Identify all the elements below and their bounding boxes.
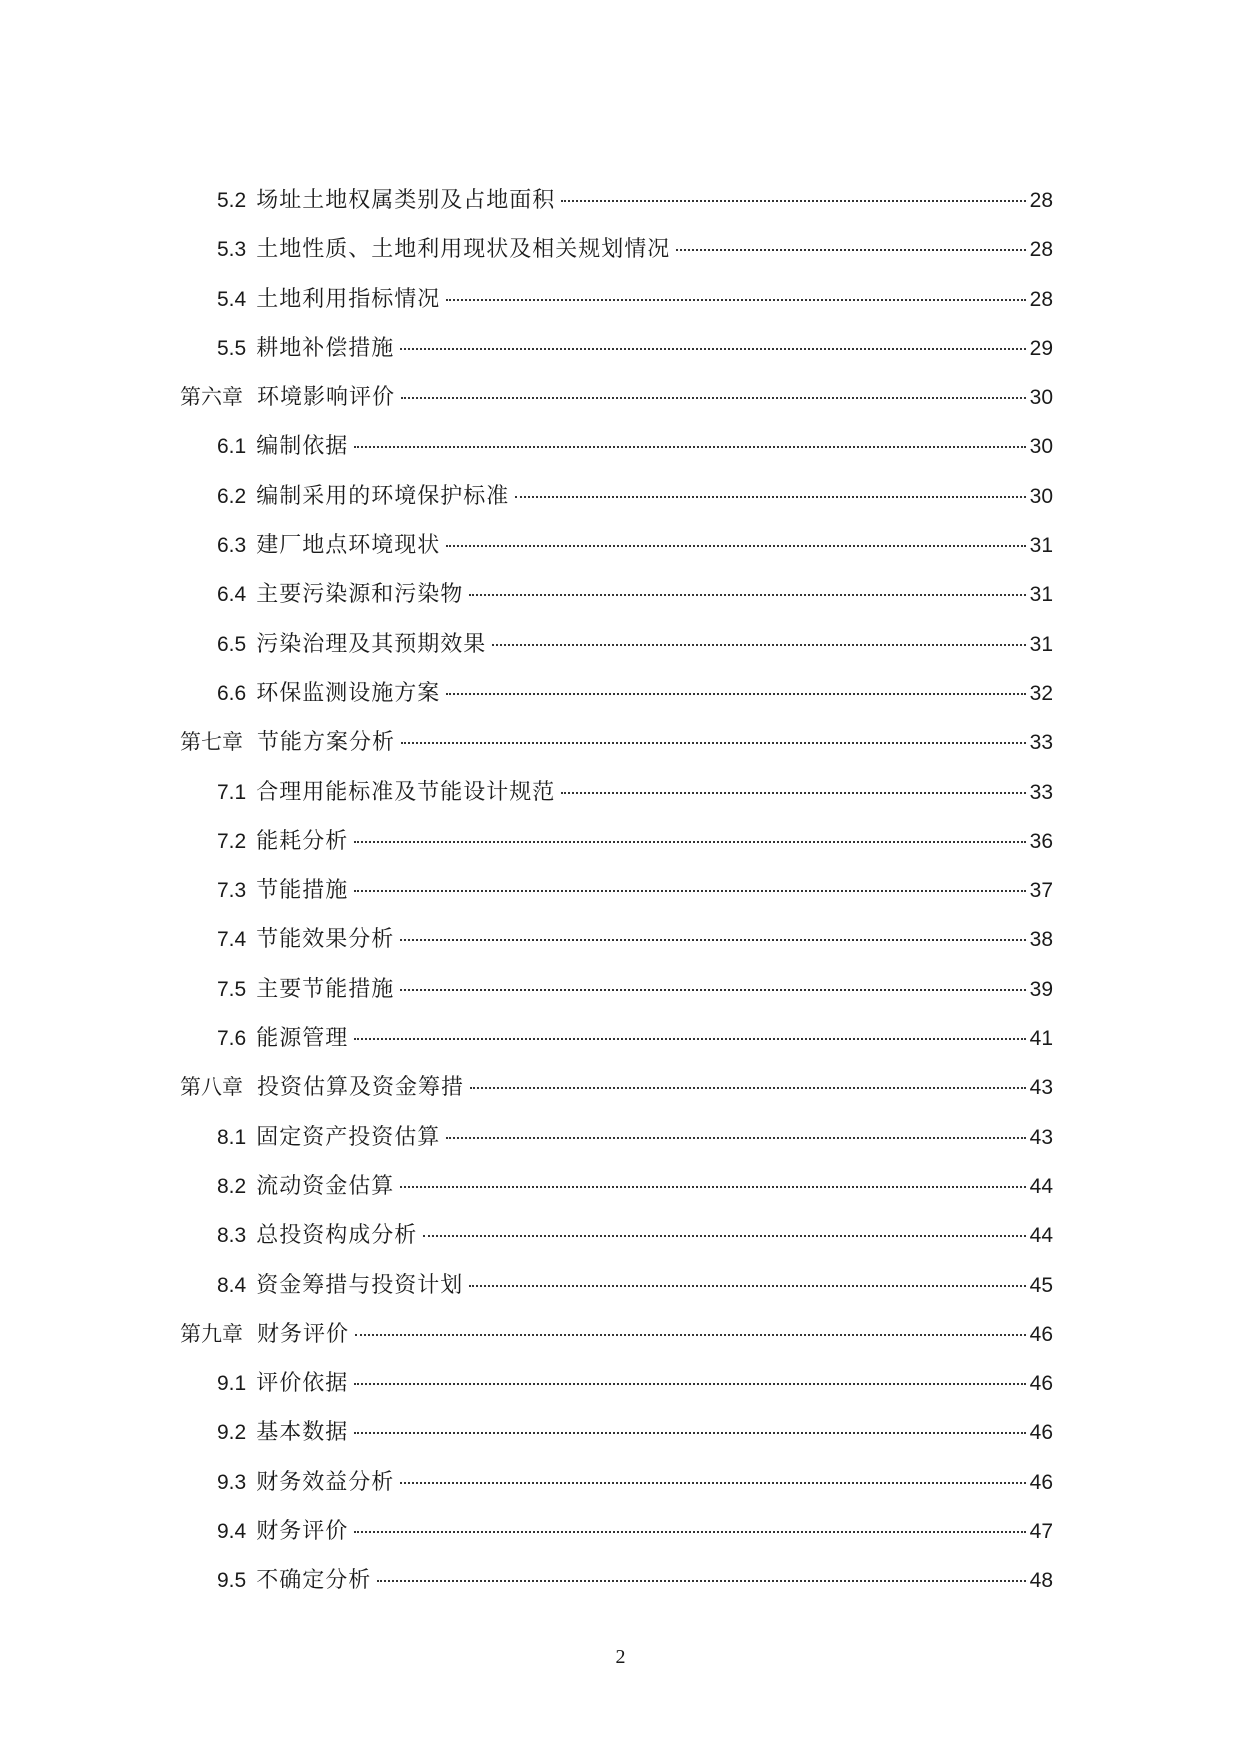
toc-entry-page: 31 xyxy=(1029,583,1053,607)
toc-entry-title: 财务效益分析 xyxy=(256,1469,395,1495)
toc-entry[interactable] xyxy=(180,1221,1053,1270)
toc-entry-title: 节能措施 xyxy=(256,878,349,904)
toc-entry-number: 7.2 xyxy=(217,829,247,853)
toc-entry[interactable] xyxy=(180,186,1053,235)
toc-entry-page: 44 xyxy=(1029,1174,1053,1198)
toc-entry-page: 39 xyxy=(1029,977,1053,1001)
toc-entry[interactable] xyxy=(180,531,1053,580)
toc-entry-page: 47 xyxy=(1029,1520,1053,1544)
toc-chapter-entry[interactable] xyxy=(180,728,1053,777)
toc-entry-title: 节能效果分析 xyxy=(256,927,395,953)
toc-entry-title: 财务评价 xyxy=(257,1321,350,1347)
toc-entry-title: 土地利用指标情况 xyxy=(256,286,441,312)
dot-leader xyxy=(400,1482,1025,1484)
toc-entry-title: 建厂地点环境现状 xyxy=(256,533,441,559)
dot-leader xyxy=(377,1580,1025,1582)
toc-entry-title: 编制依据 xyxy=(256,434,349,460)
toc-entry-number: 5.5 xyxy=(217,336,247,360)
toc-entry[interactable] xyxy=(180,827,1053,876)
toc-entry-page: 44 xyxy=(1029,1224,1053,1248)
toc-entry-title: 流动资金估算 xyxy=(256,1173,395,1199)
toc-entry-number: 6.6 xyxy=(217,681,247,705)
toc-entry-title: 主要污染源和污染物 xyxy=(256,582,464,608)
toc-entry-page: 31 xyxy=(1029,534,1053,558)
toc-entry-number: 7.3 xyxy=(217,879,247,903)
toc-entry-page: 46 xyxy=(1029,1322,1053,1346)
toc-chapter-entry[interactable] xyxy=(180,1073,1053,1122)
toc-entry-title: 固定资产投资估算 xyxy=(256,1124,441,1150)
toc-entry-title: 财务评价 xyxy=(256,1519,349,1545)
toc-entry[interactable] xyxy=(180,1418,1053,1467)
toc-entry-title: 评价依据 xyxy=(256,1371,349,1397)
toc-entry-number: 8.2 xyxy=(217,1174,247,1198)
toc-entry-page: 48 xyxy=(1029,1569,1053,1593)
toc-chapter-number: 第九章 xyxy=(180,1322,243,1346)
toc-chapter-number: 第八章 xyxy=(180,1076,243,1100)
toc-entry-number: 9.2 xyxy=(217,1421,247,1445)
dot-leader xyxy=(354,1432,1025,1434)
toc-entry[interactable] xyxy=(180,1271,1053,1320)
dot-leader xyxy=(469,1285,1025,1287)
toc-entry-page: 30 xyxy=(1029,435,1053,459)
toc-entry[interactable] xyxy=(180,1566,1053,1615)
toc-entry-page: 33 xyxy=(1029,780,1053,804)
dot-leader xyxy=(400,1186,1025,1188)
dot-leader xyxy=(355,1334,1026,1336)
toc-chapter-entry[interactable] xyxy=(180,383,1053,432)
toc-entry-number: 6.2 xyxy=(217,484,247,508)
toc-entry-number: 5.4 xyxy=(217,287,247,311)
toc-chapter-entry[interactable] xyxy=(180,1320,1053,1369)
toc-entry-page: 38 xyxy=(1029,928,1053,952)
toc-entry-title: 编制采用的环境保护标准 xyxy=(256,483,510,509)
dot-leader xyxy=(354,446,1025,448)
toc-entry-number: 6.5 xyxy=(217,632,247,656)
dot-leader xyxy=(400,989,1025,991)
toc-entry-page: 29 xyxy=(1029,336,1053,360)
dot-leader xyxy=(354,1531,1025,1533)
toc-entry[interactable] xyxy=(180,235,1053,284)
toc-entry-page: 46 xyxy=(1029,1470,1053,1494)
toc-chapter-number: 第六章 xyxy=(180,386,243,410)
toc-entry-number: 7.4 xyxy=(217,928,247,952)
toc-entry-page: 41 xyxy=(1029,1027,1053,1051)
toc-entry-title: 资金筹措与投资计划 xyxy=(256,1272,464,1298)
dot-leader xyxy=(446,693,1025,695)
toc-entry[interactable] xyxy=(180,1369,1053,1418)
toc-entry-title: 基本数据 xyxy=(256,1420,349,1446)
toc-entry-page: 43 xyxy=(1029,1125,1053,1149)
toc-entry-number: 6.4 xyxy=(217,583,247,607)
dot-leader xyxy=(423,1235,1025,1237)
table-of-contents xyxy=(180,186,1053,1616)
toc-entry-page: 32 xyxy=(1029,681,1053,705)
toc-entry-number: 8.1 xyxy=(217,1125,247,1149)
toc-entry-title: 能耗分析 xyxy=(256,828,349,854)
toc-entry-number: 7.1 xyxy=(217,780,247,804)
toc-entry[interactable] xyxy=(180,630,1053,679)
toc-entry-number: 9.1 xyxy=(217,1372,247,1396)
toc-entry[interactable] xyxy=(180,1024,1053,1073)
toc-entry-title: 能源管理 xyxy=(256,1026,349,1052)
dot-leader xyxy=(401,742,1026,744)
toc-entry-title: 环保监测设施方案 xyxy=(256,680,441,706)
toc-entry-page: 43 xyxy=(1029,1076,1053,1100)
toc-entry-page: 31 xyxy=(1029,632,1053,656)
toc-entry-number: 7.5 xyxy=(217,977,247,1001)
toc-entry-page: 30 xyxy=(1029,386,1053,410)
toc-entry-page: 37 xyxy=(1029,879,1053,903)
toc-entry-title: 节能方案分析 xyxy=(257,730,396,756)
dot-leader xyxy=(354,1038,1025,1040)
toc-entry-number: 6.1 xyxy=(217,435,247,459)
toc-entry[interactable] xyxy=(180,679,1053,728)
toc-entry[interactable] xyxy=(180,1172,1053,1221)
dot-leader xyxy=(400,939,1025,941)
toc-entry[interactable] xyxy=(180,334,1053,383)
dot-leader xyxy=(354,890,1025,892)
toc-entry-number: 5.3 xyxy=(217,238,247,262)
toc-entry[interactable] xyxy=(180,876,1053,925)
toc-entry-title: 污染治理及其预期效果 xyxy=(256,631,487,657)
toc-entry-title: 总投资构成分析 xyxy=(256,1223,418,1249)
toc-entry-number: 7.6 xyxy=(217,1027,247,1051)
toc-entry-title: 土地性质、土地利用现状及相关规划情况 xyxy=(256,237,671,263)
toc-entry-title: 场址土地权属类别及占地面积 xyxy=(256,188,556,213)
dot-leader xyxy=(515,496,1025,498)
dot-leader xyxy=(400,348,1025,350)
toc-entry-number: 6.3 xyxy=(217,534,247,558)
toc-entry-page: 46 xyxy=(1029,1421,1053,1445)
toc-entry[interactable] xyxy=(180,778,1053,827)
toc-entry-page: 28 xyxy=(1029,189,1053,212)
dot-leader xyxy=(354,841,1025,843)
toc-entry-title: 投资估算及资金筹措 xyxy=(257,1075,465,1101)
toc-entry[interactable] xyxy=(180,1517,1053,1566)
toc-entry[interactable] xyxy=(180,1123,1053,1172)
dot-leader xyxy=(401,397,1026,399)
toc-entry[interactable] xyxy=(180,432,1053,481)
toc-chapter-number: 第七章 xyxy=(180,731,243,755)
toc-entry-page: 28 xyxy=(1029,238,1053,262)
toc-entry-page: 28 xyxy=(1029,287,1053,311)
page-number: 2 xyxy=(615,1646,626,1668)
toc-entry-title: 主要节能措施 xyxy=(256,976,395,1002)
toc-entry[interactable] xyxy=(180,285,1053,334)
dot-leader xyxy=(354,1383,1025,1385)
toc-entry[interactable] xyxy=(180,975,1053,1024)
toc-entry-page: 45 xyxy=(1029,1273,1053,1297)
toc-entry-number: 8.4 xyxy=(217,1273,247,1297)
toc-entry[interactable] xyxy=(180,580,1053,629)
toc-entry-number: 5.2 xyxy=(217,189,247,212)
toc-entry-page: 33 xyxy=(1029,731,1053,755)
dot-leader xyxy=(470,1087,1026,1089)
toc-entry[interactable] xyxy=(180,482,1053,531)
toc-entry-title: 环境影响评价 xyxy=(257,385,396,411)
toc-entry-title: 合理用能标准及节能设计规范 xyxy=(256,779,556,805)
toc-entry[interactable] xyxy=(180,1468,1053,1517)
toc-entry-number: 9.3 xyxy=(217,1470,247,1494)
dot-leader xyxy=(446,545,1025,547)
toc-entry-number: 8.3 xyxy=(217,1224,247,1248)
dot-leader xyxy=(446,299,1025,301)
dot-leader xyxy=(492,644,1025,646)
toc-entry-page: 36 xyxy=(1029,829,1053,853)
toc-entry-page: 46 xyxy=(1029,1372,1053,1396)
dot-leader xyxy=(446,1137,1025,1139)
toc-entry-title: 不确定分析 xyxy=(256,1568,372,1594)
toc-entry-number: 9.5 xyxy=(217,1569,247,1593)
dot-leader xyxy=(676,249,1025,251)
toc-entry-page: 30 xyxy=(1029,484,1053,508)
dot-leader xyxy=(469,594,1025,596)
toc-entry-number: 9.4 xyxy=(217,1520,247,1544)
toc-entry-title: 耕地补偿措施 xyxy=(256,335,395,361)
dot-leader xyxy=(561,200,1025,202)
toc-entry[interactable] xyxy=(180,925,1053,974)
dot-leader xyxy=(561,792,1025,794)
